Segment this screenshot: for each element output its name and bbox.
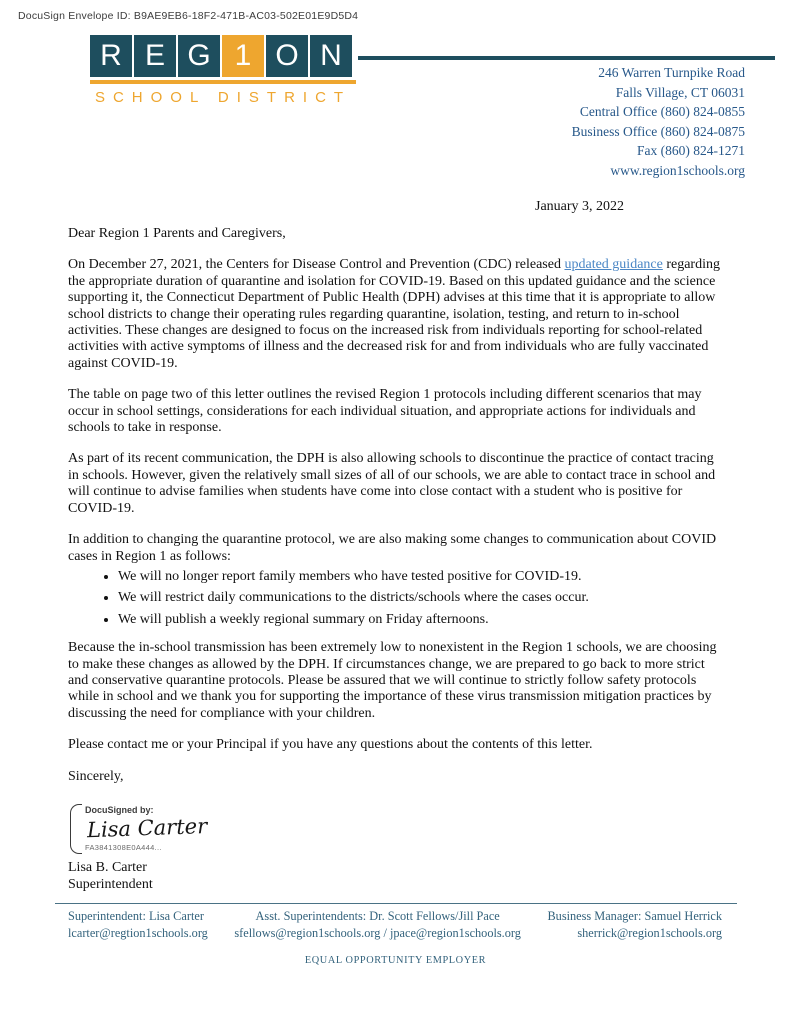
region1-logo — [90, 35, 356, 106]
logo-orange-rule — [90, 80, 356, 84]
header-horizontal-rule — [358, 56, 775, 60]
signer-name: Lisa B. Carter — [68, 860, 147, 876]
signature-id: FA3841308E0A444... — [85, 842, 162, 852]
footer-superintendent — [68, 908, 208, 942]
footer-title: Asst. Superintendents: Dr. Scott Fellows/Jill Pace — [255, 909, 500, 923]
contact-phone-line: Central Office (860) 824-0855 — [579, 104, 745, 119]
docusign-envelope-id: DocuSign Envelope ID: B9AE9EB6-18F2-471B-AC03-502E01E9D5D4 — [18, 10, 359, 22]
paragraph-communication-changes: In addition to changing the quarantine protocol, we are also making some changes to communication about COVID cases in Region 1 as follows: — [68, 532, 717, 564]
signature-script: Lisa Carter — [86, 814, 208, 843]
salutation: Dear Region 1 Parents and Caregivers, — [68, 226, 286, 241]
list-item: • We will no longer report family members who have tested positive for COVID-19. — [118, 569, 724, 585]
footer-title: Business Manager: Samuel Herrick — [547, 909, 722, 923]
logo-subtitle: SCHOOL DISTRICT — [94, 89, 352, 106]
paragraph-transmission: Because the in-school transmission has been extremely low to nonexistent in the Region 1 schools, we are choosing to make these changes as allowed by the DPH. If circumstances change, we are prepared to go back to more strict and conservative quarantine protocols. Please be assured that we will continue to strictly follow safety protocols while in school and we thank you for supporting the importance of these virus transmission mitigation practices by discussing the need for compliance with your children. — [68, 640, 717, 721]
logo-letter-row — [90, 35, 356, 77]
logo-letter-box: O — [266, 35, 308, 77]
logo-letter-box: G — [178, 35, 220, 77]
footer-asst-superintendents — [234, 908, 521, 942]
logo-letter-box: R — [90, 35, 132, 77]
footer-title: Superintendent: Lisa Carter — [68, 909, 204, 923]
signer-title: Superintendent — [68, 877, 153, 893]
communication-changes-list — [68, 569, 724, 628]
closing: Sincerely, — [68, 768, 124, 784]
footer-email: lcarter@regtion1schools.org — [68, 926, 208, 940]
contact-fax-line: Fax (860) 824-1271 — [637, 143, 745, 158]
docusign-signature-stamp — [70, 800, 219, 858]
footer-email: sfellows@region1schools.org / jpace@region1schools.org — [234, 926, 521, 940]
paragraph-text: On December 27, 2021, the Centers for Disease Control and Prevention (CDC) released — [68, 257, 565, 273]
updated-guidance-link[interactable]: updated guidance — [564, 257, 663, 273]
contact-phone-line: Business Office (860) 824-0875 — [571, 123, 745, 139]
contact-website: www.region1schools.org — [610, 162, 745, 178]
paragraph-text: regarding the appropriate duration of quarantine and isolation for COVID-19. Based on this updated guidance and the science supporting it, the Connecticut Department of Public Health (DPH) advises at this time that it is appropriate to allow school districts to change their operating rules regarding quarantine, isolation, testing, and return to in-school activities. These changes are designed to focus on the increased risk from individuals reporting for school-related activities with active symptoms of illness and the decreased risk for and from individuals who are fully vaccinated against COVID-19. — [68, 257, 720, 371]
footer-columns — [0, 903, 791, 942]
contact-address-line: 246 Warren Turnpike Road — [598, 65, 745, 80]
paragraph-cdc-guidance — [68, 257, 724, 372]
logo-letter-box-one: 1 — [222, 35, 264, 77]
paragraph-contact-principal: Please contact me or your Principal if you have any questions about the contents of this letter. — [68, 737, 593, 753]
list-item: • We will restrict daily communications to the districts/schools where the cases occur. — [118, 590, 724, 606]
footer-divider — [55, 903, 737, 904]
letter-body — [68, 226, 724, 893]
footer-email: sherrick@region1schools.org — [577, 926, 722, 940]
docusigned-by-label: DocuSigned by: — [85, 804, 154, 815]
paragraph-protocol-table: The table on page two of this letter outlines the revised Region 1 protocols including different scenarios that may occur in school settings, considerations for each individual situation, and appropriate actions for individuals and schools to take in response. — [68, 387, 702, 436]
letter-footer — [0, 903, 791, 966]
letter-date: January 3, 2022 — [535, 199, 625, 214]
list-item: • We will publish a weekly regional summary on Friday afternoons. — [118, 612, 724, 628]
contact-block — [572, 63, 745, 180]
paragraph-contact-tracing: As part of its recent communication, the DPH is also allowing schools to discontinue the practice of contact tracing in schools. However, given the relatively small sizes of all of our schools, we are able to contact trace in school and will continue to advise families when students have come into close contact with a student who is positive for COVID-19. — [68, 451, 716, 516]
footer-business-manager — [547, 908, 722, 942]
equal-opportunity-line: EQUAL OPPORTUNITY EMPLOYER — [304, 955, 487, 966]
logo-letter-box: E — [134, 35, 176, 77]
logo-letter-box: N — [310, 35, 352, 77]
contact-address-line: Falls Village, CT 06031 — [615, 84, 745, 100]
